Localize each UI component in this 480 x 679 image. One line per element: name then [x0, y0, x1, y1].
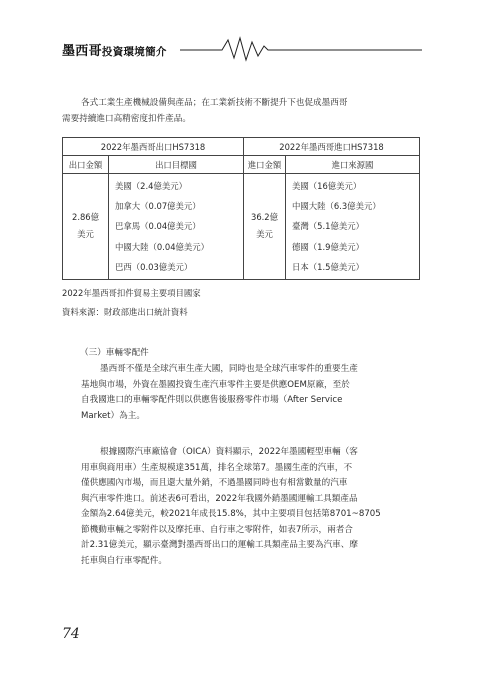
import-amount-cell: 36.2億 美元 [244, 174, 286, 280]
export-amount-cell: 2.86億 美元 [63, 174, 109, 280]
text-line: 用車與商用車）生產規模達351萬，排名全球第7。墨國生產的汽車，不 [81, 462, 353, 473]
list-item: 巴西（0.03億美元） [115, 261, 193, 272]
text-line: 墨西哥不僅是全球汽車生產大國，同時也是全球汽車零件的重要生產 [100, 364, 358, 374]
text-line: 與汽車零件進口。前述表6可看出，2022年我國外銷墨國運輸工具類產品 [81, 493, 358, 504]
header-title: 墨西哥投資環境簡介 [62, 44, 167, 59]
table-caption: 2022年墨西哥扣件貿易主要項目國家 [62, 288, 201, 298]
text-line: 基地與市場，外資在墨國投資生產汽車零件主要是供應OEM原廠，至於 [81, 379, 350, 390]
section-title: （三）車輛零配件 [80, 348, 149, 358]
import-countries-cell [286, 174, 420, 280]
col-export-destination: 出口目標國 [109, 156, 244, 174]
list-item: 中國大陸（0.04億美元） [115, 241, 210, 252]
text-line: 需要持續進口高精密度扣件產品。 [62, 113, 191, 124]
export-header: 2022年墨西哥出口HS7318 [63, 138, 244, 156]
text-line: 節機動車輛之零附件以及摩托車、自行車之零附件，如表7所示，兩者合 [81, 524, 353, 535]
text-line: 僅供應國內市場，而且還大量外銷，不過墨國同時也有相當數量的汽車 [81, 478, 348, 488]
export-countries-cell [109, 174, 244, 280]
text-line: Market）為主。 [81, 410, 145, 421]
text-line: 各式工業生產機械設備與產品；在工業新技術不斷提升下也促成墨西哥 [81, 98, 348, 108]
list-item: 日本（1.5億美元） [292, 261, 364, 272]
text-line: 根據國際汽車廠協會（OICA）資料顯示，2022年墨國輕型車輛（客 [100, 447, 358, 457]
col-export-amount: 出口金額 [63, 156, 109, 174]
text-line: 計2.31億美元，顯示臺灣對墨西哥出口的運輸工具類產品主要為汽車、摩 [81, 540, 358, 550]
text-line: 自我國進口的車輛零配件則以供應售後服務零件市場（After Service [81, 395, 343, 405]
text-line: 托車與自行車零配件。 [81, 555, 167, 566]
col-import-amount: 進口金額 [244, 156, 286, 174]
text-line: 金額為2.64億美元，較2021年成長15.8%，其中主要項目包括第8701~8705 [81, 509, 381, 519]
col-import-source: 進口來源國 [286, 156, 420, 174]
list-item: 臺灣（5.1億美元） [292, 221, 364, 232]
paragraph-1 [81, 362, 421, 424]
list-item: 德國（1.9億美元） [292, 241, 364, 252]
list-item: 美國（16億美元） [292, 181, 362, 191]
source-note: 資料來源：財政部進出口統計資料 [62, 307, 188, 317]
trade-table [62, 137, 420, 280]
list-item: 中國大陸（6.3億美元） [292, 201, 381, 212]
paragraph-2 [81, 445, 421, 569]
list-item: 加拿大（0.07億美元） [115, 201, 201, 212]
running-header [62, 34, 422, 64]
import-header: 2022年墨西哥進口HS7318 [244, 138, 420, 156]
intro-paragraph [62, 96, 348, 127]
list-item: 巴拿馬（0.04億美元） [115, 221, 201, 232]
page-number: 74 [62, 626, 80, 642]
list-item: 美國（2.4億美元） [115, 181, 187, 191]
